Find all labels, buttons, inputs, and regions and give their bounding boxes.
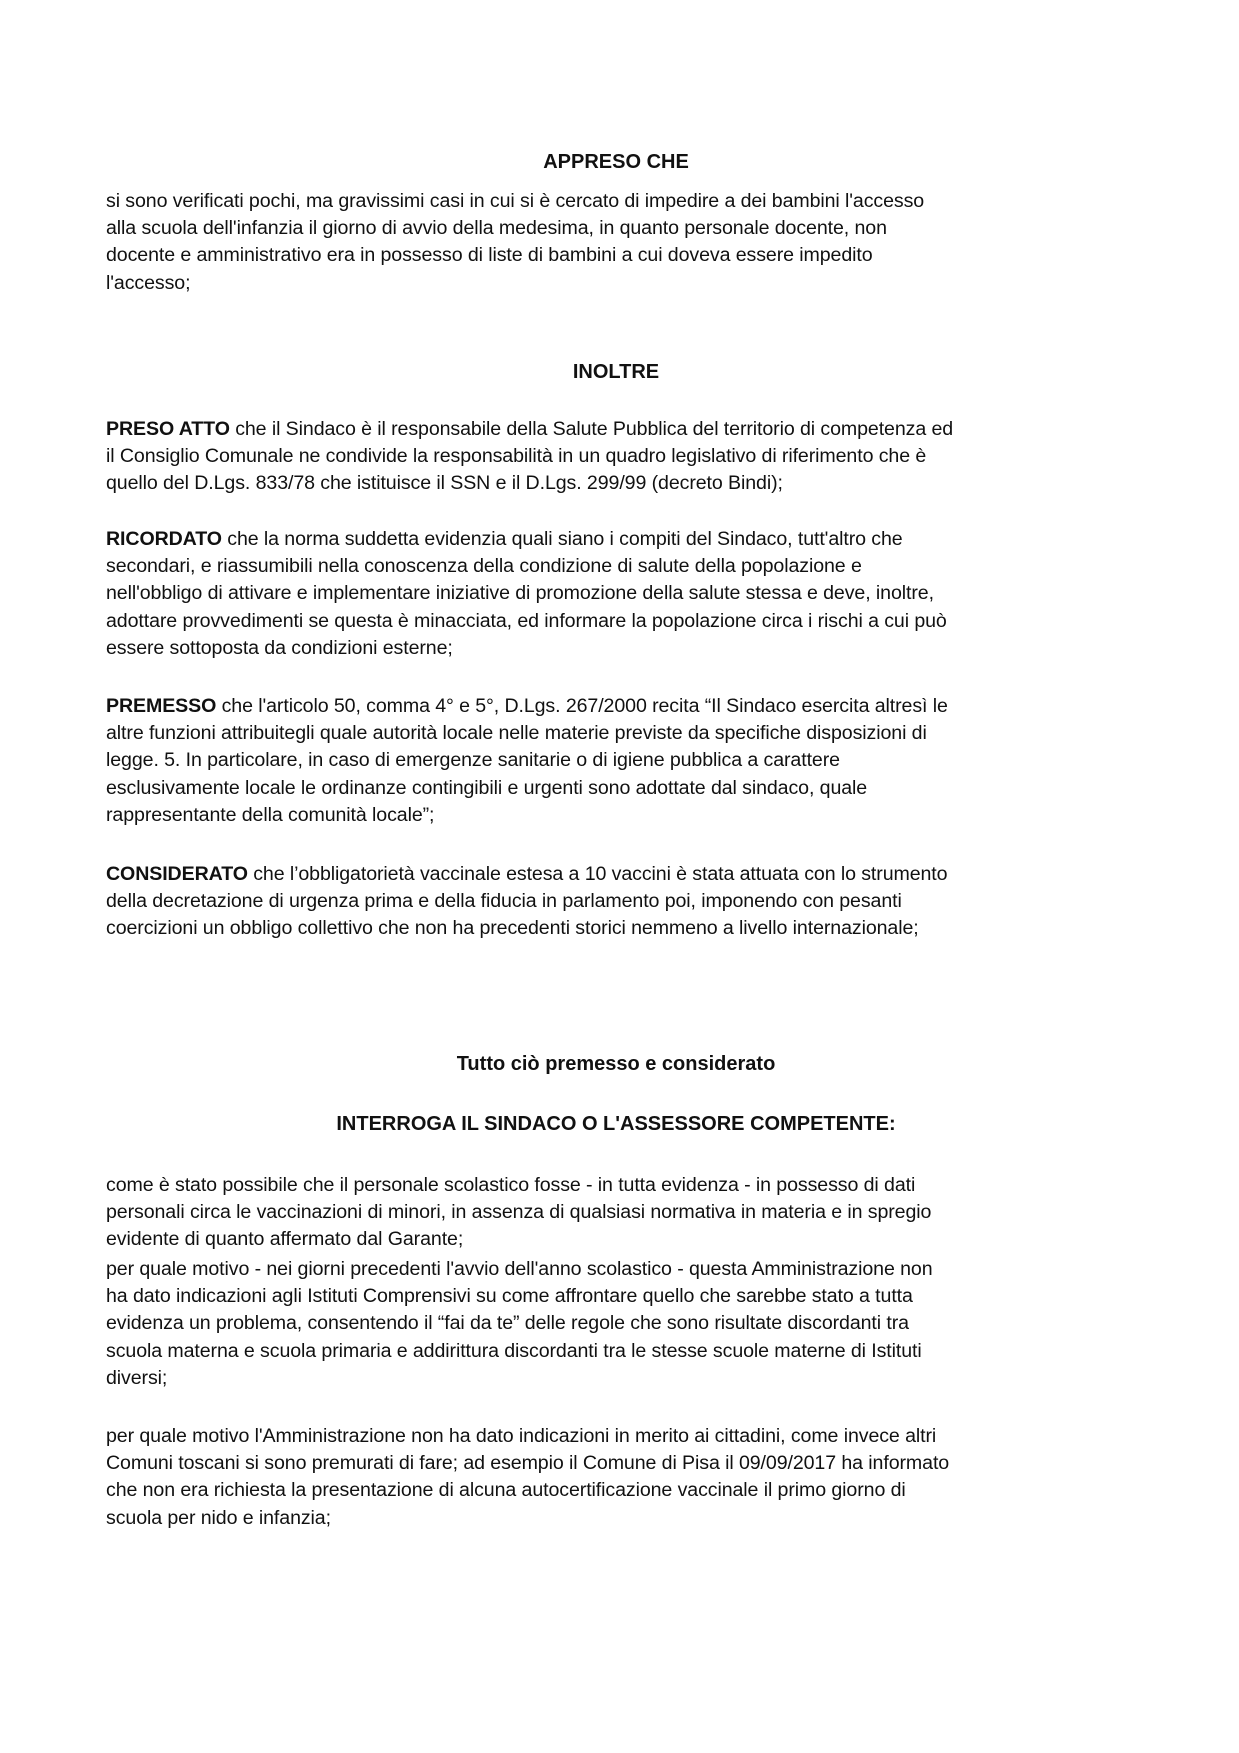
text-fragment: che l'articolo 50, comma 4° e 5°, D.Lgs. 267/2000 recita “Il Sindaco esercita altresì le [216, 695, 948, 717]
paragraph-question-3 [106, 1423, 1126, 1532]
keyword-considerato: CONSIDERATO [106, 863, 248, 885]
heading-tutto-premesso: Tutto ciò premesso e considerato [456, 1053, 776, 1075]
text-line [106, 416, 1126, 443]
text-line: che non era richiesta la presentazione di alcuna autocertificazione vaccinale il primo giorno di [106, 1479, 906, 1502]
text-line: scuola materna e scuola primaria e addirittura discordanti tra le stesse scuole materne di Istituti [106, 1339, 922, 1362]
text-line: quello del D.Lgs. 833/78 che istituisce il SSN e il D.Lgs. 299/99 (decreto Bindi); [106, 472, 783, 495]
text-line: docente e amministrativo era in possesso di liste di bambini a cui doveva essere impedito [106, 244, 873, 267]
text-line [106, 861, 1126, 888]
text-line: essere sottoposta da condizioni esterne; [106, 636, 453, 659]
text-line: alla scuola dell'infanzia il giorno di avvio della medesima, in quanto personale docente, non [106, 217, 887, 240]
keyword-premesso: PREMESSO [106, 695, 217, 717]
text-line: per quale motivo - nei giorni precedenti l'avvio dell'anno scolastico - questa Amministrazione non [106, 1258, 933, 1280]
paragraph-ricordato [106, 526, 1126, 662]
text-line: legge. 5. In particolare, in caso di emergenze sanitarie o di igiene pubblica a carattere [106, 749, 840, 772]
text-line: Comuni toscani si sono premurati di fare; ad esempio il Comune di Pisa il 09/09/2017 ha informato [106, 1452, 950, 1475]
text-line: come è stato possibile che il personale scolastico fosse - in tutta evidenza - in possesso di dati [106, 1174, 916, 1196]
text-line: scuola per nido e infanzia; [106, 1506, 331, 1529]
text-line [106, 693, 1126, 720]
text-line: rappresentante della comunità locale”; [106, 803, 435, 826]
text-line: adottare provvedimenti se questa è minacciata, ed informare la popolazione circa i rischi a cui può [106, 609, 947, 632]
heading-interroga: INTERROGA IL SINDACO O L'ASSESSORE COMPETENTE: [336, 1113, 896, 1135]
text-line: il Consiglio Comunale ne condivide la responsabilità in un quadro legislativo di riferimento che è [106, 445, 927, 468]
text-line: evidente di quanto affermato dal Garante; [106, 1228, 464, 1251]
keyword-preso-atto: PRESO ATTO [106, 418, 230, 440]
text-line [106, 526, 1126, 553]
text-line: secondari, e riassumibili nella conoscenza della condizione di salute della popolazione e [106, 555, 862, 578]
paragraph-considerato [106, 861, 1126, 943]
text-line: coercizioni un obbligo collettivo che non ha precedenti storici nemmeno a livello internazionale; [106, 917, 919, 940]
paragraph-question-2 [106, 1256, 1126, 1392]
text-line: ha dato indicazioni agli Istituti Comprensivi su come affrontare quello che sarebbe stato a tutta [106, 1285, 913, 1308]
text-line: esclusivamente locale le ordinanze contingibili e urgenti sono adottate dal sindaco, quale [106, 776, 868, 799]
text-line: si sono verificati pochi, ma gravissimi casi in cui si è cercato di impedire a dei bambini l'accesso [106, 190, 925, 212]
paragraph-premesso [106, 693, 1126, 829]
text-line: evidenza un problema, consentendo il “fai da te” delle regole che sono risultate discordanti tra [106, 1312, 909, 1335]
paragraph-appreso [106, 188, 1126, 297]
text-fragment: che il Sindaco è il responsabile della Salute Pubblica del territorio di competenza ed [229, 418, 954, 440]
text-line: diversi; [106, 1366, 168, 1389]
keyword-ricordato: RICORDATO [106, 528, 222, 550]
text-line: personali circa le vaccinazioni di minori, in assenza di qualsiasi normativa in materia e in spregio [106, 1201, 932, 1224]
heading-inoltre: INOLTRE [572, 361, 660, 383]
text-fragment: che la norma suddetta evidenzia quali siano i compiti del Sindaco, tutt'altro che [221, 528, 903, 550]
text-line: per quale motivo l'Amministrazione non ha dato indicazioni in merito ai cittadini, come invece altri [106, 1425, 937, 1447]
text-line: della decretazione di urgenza prima e della fiducia in parlamento poi, imponendo con pesanti [106, 890, 902, 913]
text-line: l'accesso; [106, 271, 191, 294]
paragraph-question-1 [106, 1172, 1126, 1254]
text-line: altre funzioni attribuitegli quale autorità locale nelle materie previste da specifiche disposizioni di [106, 722, 927, 745]
heading-appreso-che: APPRESO CHE [543, 151, 689, 173]
paragraph-preso-atto [106, 416, 1126, 498]
text-line: nell'obbligo di attivare e implementare iniziative di promozione della salute stessa e deve, inoltre, [106, 582, 934, 605]
text-fragment: che l’obbligatorietà vaccinale estesa a 10 vaccini è stata attuata con lo strumento [247, 863, 948, 885]
